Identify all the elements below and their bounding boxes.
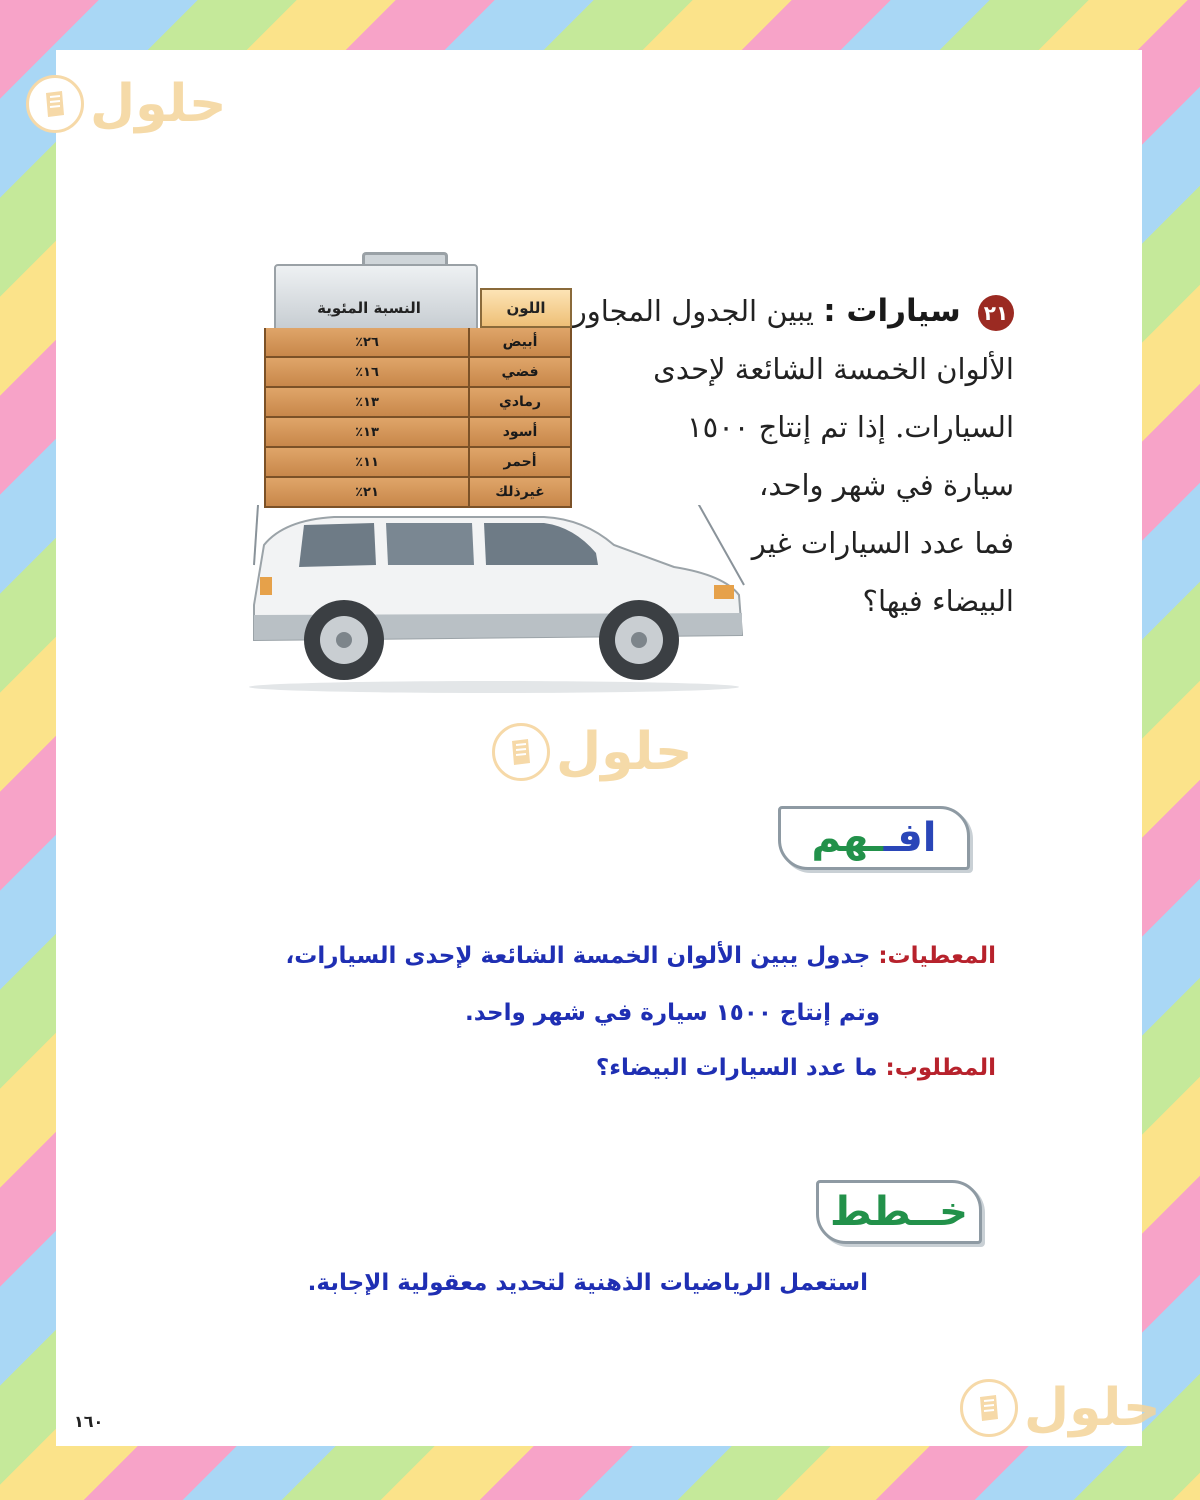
- cell-color: رمادي: [468, 388, 570, 416]
- givens-line-1: [285, 943, 996, 969]
- required-line: [596, 1055, 996, 1081]
- understand-tag-part1: افـ: [882, 815, 937, 861]
- cell-color: أسود: [468, 418, 570, 446]
- book-icon: [26, 75, 84, 133]
- understand-tag: [778, 806, 970, 870]
- page-number: ١٦٠: [74, 1412, 104, 1431]
- problem-line-4: سيارة في شهر واحد،: [758, 468, 1014, 502]
- header-percent: النسبة المئوية: [317, 299, 421, 317]
- understand-tag-part2: ـهم: [811, 815, 883, 861]
- book-icon: [492, 723, 550, 781]
- table-row: [264, 328, 572, 358]
- book-icon: [960, 1379, 1018, 1437]
- problem-line-6: البيضاء فيها؟: [862, 584, 1014, 618]
- table-header: [264, 280, 572, 328]
- question-title: سيارات :: [823, 293, 961, 329]
- table-row: [264, 418, 572, 448]
- color-percent-table: [264, 280, 572, 508]
- givens-text-1: جدول يبين الألوان الخمسة الشائعة لإحدى السيارات،: [285, 943, 871, 969]
- cell-color: أبيض: [468, 328, 570, 356]
- givens-label: المعطيات:: [878, 943, 996, 969]
- cell-color: غيرذلك: [468, 478, 570, 506]
- table-row: [264, 358, 572, 388]
- watermark-text: حلول: [556, 722, 693, 782]
- cell-percent: ٢١٪: [355, 484, 379, 500]
- problem-line-5: فما عدد السيارات غير: [751, 526, 1014, 560]
- header-color: اللون: [480, 288, 572, 328]
- watermark-logo-top: [26, 74, 226, 134]
- cell-color: أحمر: [468, 448, 570, 476]
- textbook-page: [56, 50, 1161, 1446]
- car-table-illustration: [244, 250, 764, 690]
- cell-percent: ١٦٪: [355, 364, 379, 380]
- givens-line-2: وتم إنتاج ١٥٠٠ سيارة في شهر واحد.: [465, 1000, 880, 1026]
- required-text: ما عدد السيارات البيضاء؟: [595, 1055, 878, 1081]
- table-row: [264, 478, 572, 508]
- watermark-text: حلول: [1024, 1378, 1161, 1438]
- plan-text: استعمل الرياضيات الذهنية لتحديد معقولية الإجابة.: [307, 1270, 868, 1296]
- problem-line-2: الألوان الخمسة الشائعة لإحدى: [653, 352, 1014, 386]
- watermark-logo-middle: [492, 722, 692, 782]
- cell-percent: ١٣٪: [355, 394, 379, 410]
- plan-tag: [816, 1180, 982, 1244]
- watermark-logo-bottom: [960, 1378, 1160, 1438]
- watermark-text: حلول: [90, 74, 227, 134]
- required-label: المطلوب:: [885, 1055, 996, 1081]
- problem-line-3: السيارات. إذا تم إنتاج ١٥٠٠: [687, 410, 1014, 444]
- cell-percent: ١٣٪: [355, 424, 379, 440]
- table-row: [264, 448, 572, 478]
- cell-percent: ٢٦٪: [355, 334, 379, 350]
- car-illustration: [244, 505, 764, 695]
- plan-tag-part2: ـطط: [830, 1189, 926, 1235]
- cell-percent: ١١٪: [355, 454, 379, 470]
- question-number: ٢١: [978, 295, 1014, 331]
- plan-tag-part1: خـ: [925, 1189, 968, 1235]
- cell-color: فضي: [468, 358, 570, 386]
- problem-line-1: يبين الجدول المجاور: [572, 294, 814, 328]
- table-row: [264, 388, 572, 418]
